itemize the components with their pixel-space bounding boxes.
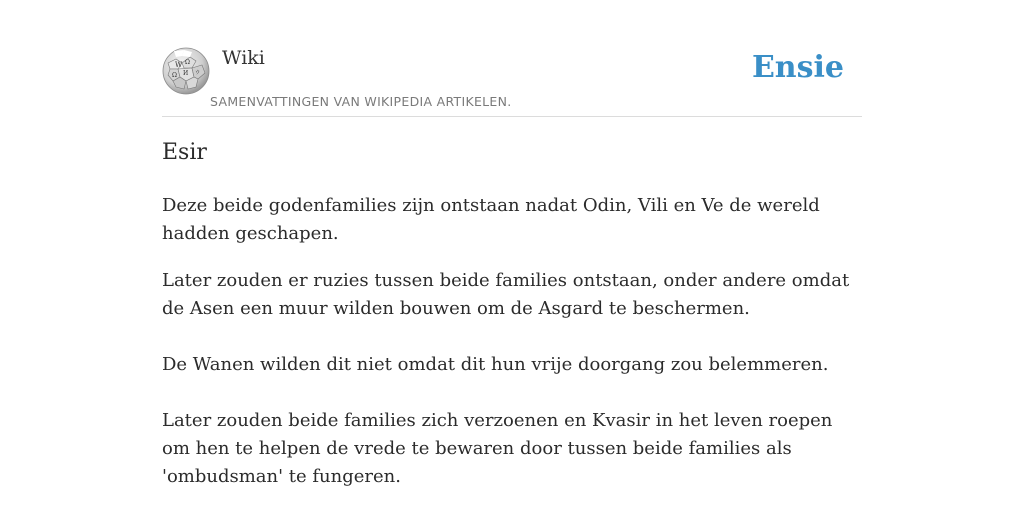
site-header (162, 44, 862, 117)
page-title: Esir (162, 140, 207, 165)
article-body (162, 192, 862, 491)
wikipedia-globe-icon[interactable] (162, 47, 210, 95)
article-paragraph: Later zouden er ruzies tussen beide families ontstaan, onder andere omdat de Asen een muur wilden bouwen om de Asgard te beschermen. (162, 270, 850, 319)
svg-text:Ω: Ω (172, 72, 177, 79)
paragraph-spacer (162, 323, 862, 351)
svg-text:W: W (175, 61, 183, 69)
brand-logo-link[interactable]: Ensie (751, 50, 844, 85)
svg-text:И: И (183, 70, 189, 77)
article-paragraph: De Wanen wilden dit niet omdat dit hun vrije doorgang zou belemmeren. (162, 354, 829, 375)
svg-text:ウ: ウ (195, 70, 201, 76)
svg-text:Ω: Ω (185, 59, 190, 66)
paragraph-spacer (162, 379, 862, 407)
article-paragraph: Later zouden beide families zich verzoenen en Kvasir in het leven roepen om hen te helpen de vrede te bewaren door tussen beide families als 'ombudsman' te fungeren. (162, 410, 833, 487)
wiki-label: Wiki (222, 47, 265, 69)
article-paragraph: Deze beide godenfamilies zijn ontstaan nadat Odin, Vili en Ve de wereld hadden geschapen. (162, 195, 820, 244)
site-tagline: SAMENVATTINGEN VAN WIKIPEDIA ARTIKELEN. (210, 94, 512, 109)
